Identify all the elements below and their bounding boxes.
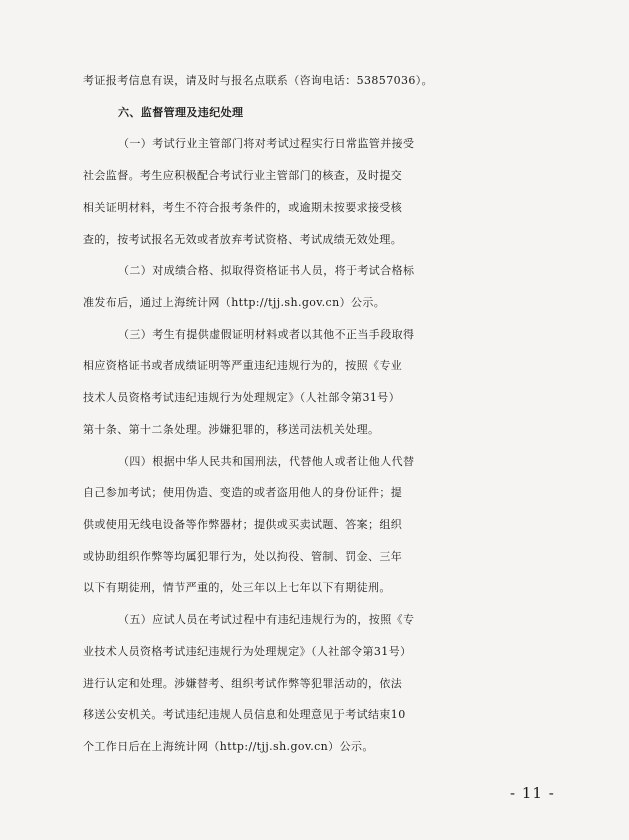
text-line: 相关证明材料，考生不符合报考条件的，或逾期未按要求接受核: [83, 201, 403, 214]
text-line: 第十条、第十二条处理。涉嫌犯罪的，移送司法机关处理。: [83, 423, 380, 436]
text-line: 供或使用无线电设备等作弊器材；提供或买卖试题、答案；组织: [83, 518, 403, 531]
section-heading: 六、监督管理及违纪处理: [118, 106, 244, 119]
text-line: 以下有期徒刑，情节严重的，处三年以上七年以下有期徒刑。: [83, 581, 391, 594]
text-line: 移送公安机关。考试违纪违规人员信息和处理意见于考试结束10: [83, 708, 406, 721]
text-line: 社会监督。考生应积极配合考试行业主管部门的核查，及时提交: [83, 169, 403, 182]
text-line: 业技术人员资格考试违纪违规行为处理规定》（人社部令第31号）: [83, 645, 412, 658]
text-line: 技术人员资格考试违纪违规行为处理规定》（人社部令第31号）: [83, 391, 401, 404]
text-line: 相应资格证书或者成绩证明等严重违纪违规行为的，按照《专业: [83, 359, 403, 372]
text-line: （五）应试人员在考试过程中有违纪违规行为的，按照《专: [118, 613, 415, 626]
text-line: （四）根据中华人民共和国刑法，代替他人或者让他人代替: [118, 455, 415, 468]
text-line: 进行认定和处理。涉嫌替考、组织考试作弊等犯罪活动的，依法: [83, 677, 403, 690]
text-line: 或协助组织作弊等均属犯罪行为，处以拘役、管制、罚金、三年: [83, 550, 403, 563]
text-line: 考证报考信息有误，请及时与报名点联系（咨询电话：53857036）。: [83, 74, 434, 87]
text-line: （一）考试行业主管部门将对考试过程实行日常监管并接受: [118, 137, 415, 150]
text-line: （二）对成绩合格、拟取得资格证书人员，将于考试合格标: [118, 264, 415, 277]
text-line: 个工作日后在上海统计网（http://tjj.sh.gov.cn）公示。: [83, 740, 374, 753]
page-number: - 11 -: [510, 784, 555, 802]
text-line: 准发布后，通过上海统计网（http://tjj.sh.gov.cn）公示。: [83, 296, 386, 309]
text-line: （三）考生有提供虚假证明材料或者以其他不正当手段取得: [118, 328, 415, 341]
text-line: 查的，按考试报名无效或者放弃考试资格、考试成绩无效处理。: [83, 233, 403, 246]
text-line: 自己参加考试；使用伪造、变造的或者盗用他人的身份证件；提: [83, 486, 403, 499]
